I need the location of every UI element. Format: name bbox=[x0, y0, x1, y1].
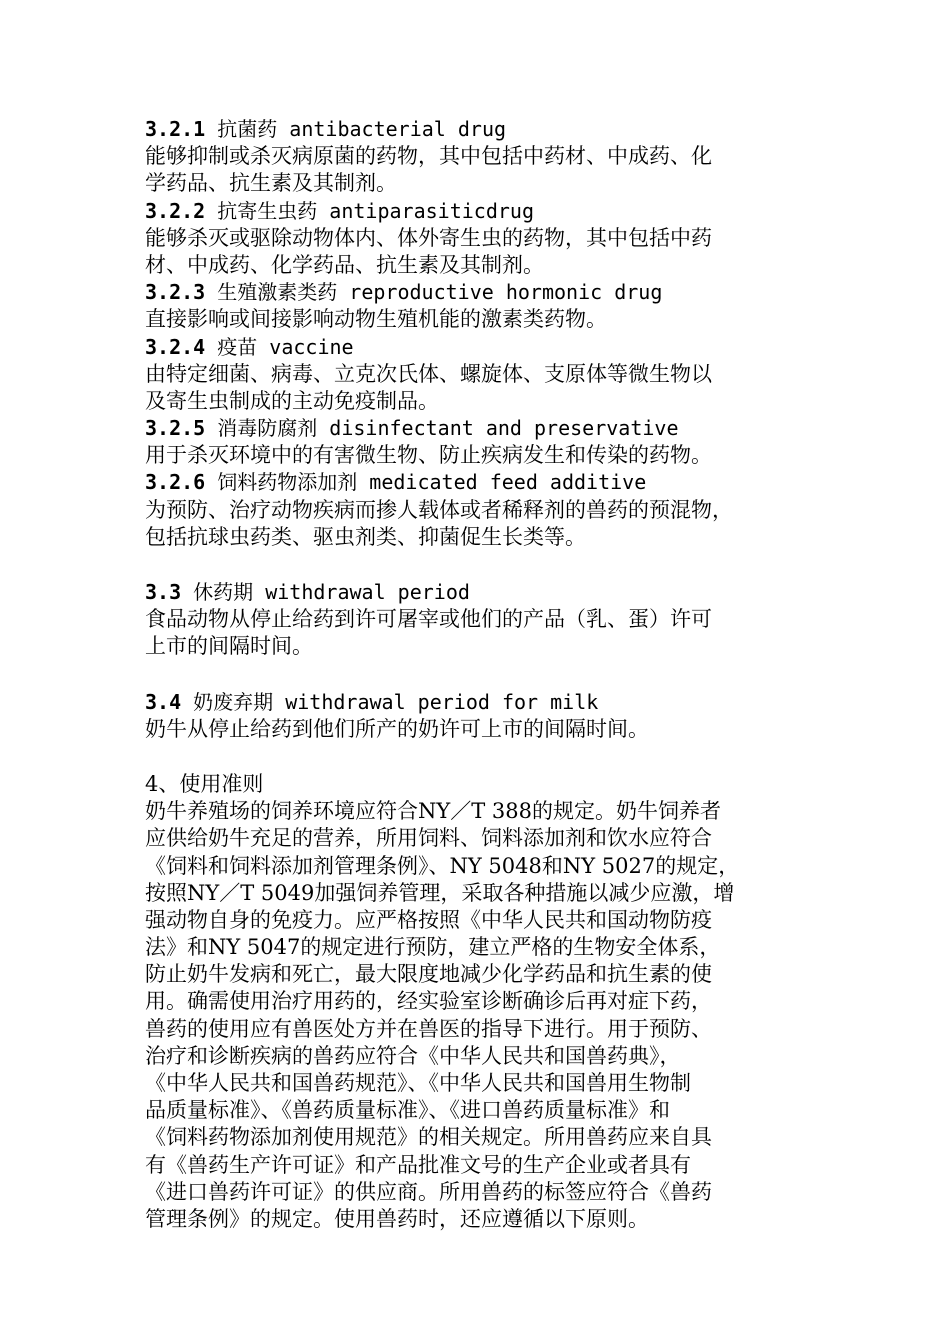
body-line: 及寄生虫制成的主动免疫制品。 bbox=[145, 388, 439, 413]
section-heading: 3.2.5 消毒防腐剂 disinfectant and preservative bbox=[145, 416, 679, 441]
body-line: 由特定细菌、病毒、立克次氏体、螺旋体、支原体等微生物以 bbox=[145, 361, 712, 386]
body-line: 应供给奶牛充足的营养，所用饲料、饲料添加剂和饮水应符合 bbox=[145, 826, 712, 851]
paragraph-gap bbox=[145, 551, 825, 579]
body-line: 《饲料和饲料添加剂管理条例》、NY 5048和NY 5027的规定， bbox=[145, 853, 740, 878]
body-line: 强动物自身的免疫力。应严格按照《中华人民共和国动物防疫 bbox=[145, 907, 712, 932]
paragraph-gap bbox=[145, 661, 825, 689]
section-3-2-3 bbox=[145, 279, 825, 333]
body-line: 有《兽药生产许可证》和产品批准文号的生产企业或者具有 bbox=[145, 1152, 691, 1177]
body-line: 上市的间隔时间。 bbox=[145, 634, 313, 659]
body-line: 按照NY／T 5049加强饲养管理，采取各种措施以减少应激，增 bbox=[145, 880, 735, 905]
section-heading: 3.2.2 抗寄生虫药 antiparasiticdrug bbox=[145, 198, 534, 223]
section-heading: 3.4 奶废弃期 withdrawal period for milk bbox=[145, 689, 599, 714]
body-line: 品质量标准》、《兽药质量标准》、《进口兽药质量标准》和 bbox=[145, 1098, 670, 1123]
section-heading: 3.2.4 疫苗 vaccine bbox=[145, 334, 354, 359]
body-line: 管理条例》的规定。使用兽药时，还应遵循以下原则。 bbox=[145, 1206, 649, 1231]
paragraph-gap bbox=[145, 743, 825, 771]
body-line: 兽药的使用应有兽医处方并在兽医的指导下进行。用于预防、 bbox=[145, 1016, 712, 1041]
section-3-2-6 bbox=[145, 469, 825, 551]
body-line: 《中华人民共和国兽药规范》、《中华人民共和国兽用生物制 bbox=[145, 1071, 691, 1095]
section-heading: 3.2.1 抗菌药 antibacterial drug bbox=[145, 117, 507, 141]
section-3-2-1 bbox=[145, 116, 825, 198]
body-line: 防止奶牛发病和死亡，最大限度地减少化学药品和抗生素的使 bbox=[145, 962, 712, 987]
section-3-2-5 bbox=[145, 415, 825, 469]
body-line: 《饲料药物添加剂使用规范》的相关规定。所用兽药应来自具 bbox=[145, 1125, 712, 1150]
body-line: 为预防、治疗动物疾病而掺人载体或者稀释剂的兽药的预混物， bbox=[145, 497, 733, 522]
section-3-3 bbox=[145, 579, 825, 661]
section-3-4 bbox=[145, 689, 825, 743]
section-heading: 3.2.6 饲料药物添加剂 medicated feed additive bbox=[145, 470, 647, 495]
section-3-2-2 bbox=[145, 198, 825, 280]
body-line: 包括抗球虫药类、驱虫剂类、抑菌促生长类等。 bbox=[145, 524, 586, 549]
body-line: 能够抑制或杀灭病原菌的药物，其中包括中药材、中成药、化 bbox=[145, 144, 712, 169]
body-line: 食品动物从停止给药到许可屠宰或他们的产品（乳、蛋）许可 bbox=[145, 607, 712, 632]
body-line: 奶牛养殖场的饲养环境应符合NY／T 388的规定。奶牛饲养者 bbox=[145, 799, 722, 824]
body-line: 治疗和诊断疾病的兽药应符合《中华人民共和国兽药典》， bbox=[145, 1043, 681, 1068]
body-line: 用于杀灭环境中的有害微生物、防止疾病发生和传染的药物。 bbox=[145, 443, 712, 468]
body-line: 奶牛从停止给药到他们所产的奶许可上市的间隔时间。 bbox=[145, 716, 649, 741]
body-line: 用。确需使用治疗用药的，经实验室诊断确诊后再对症下药， bbox=[145, 989, 712, 1014]
body-line: 法》和NY 5047的规定进行预防，建立严格的生物安全体系， bbox=[145, 935, 721, 960]
body-line: 学药品、抗生素及其制剂。 bbox=[145, 171, 397, 196]
section-heading: 3.3 休药期 withdrawal period bbox=[145, 580, 470, 604]
section-heading: 4、使用准则 bbox=[145, 771, 264, 796]
body-line: 材、中成药、化学药品、抗生素及其制剂。 bbox=[145, 252, 544, 277]
section-3-2-4 bbox=[145, 334, 825, 416]
body-line: 直接影响或间接影响动物生殖机能的激素类药物。 bbox=[145, 307, 607, 332]
body-line: 《进口兽药许可证》的供应商。所用兽药的标签应符合《兽药 bbox=[145, 1179, 712, 1204]
body-line: 能够杀灭或驱除动物体内、体外寄生虫的药物，其中包括中药 bbox=[145, 225, 712, 250]
section-heading: 3.2.3 生殖激素类药 reproductive hormonic drug bbox=[145, 280, 663, 305]
section-4 bbox=[145, 771, 825, 1233]
document-body bbox=[145, 116, 825, 1233]
